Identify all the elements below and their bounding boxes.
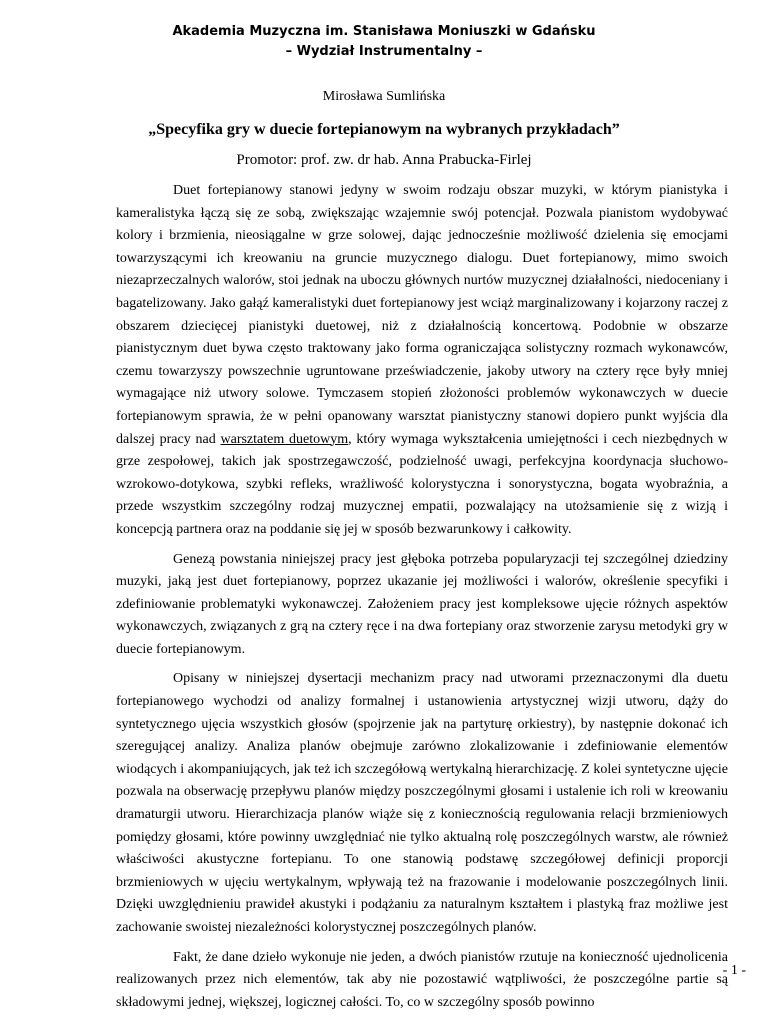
page-number: - 1 -: [722, 963, 746, 978]
institution-name: Akademia Muzyczna im. Stanisława Moniuszki w Gdańsku: [172, 24, 596, 39]
paragraph-1: [116, 180, 728, 542]
paragraph-3: Opisany w niniejszej dysertacji mechanizm pracy nad utworami przeznaczonymi dla duetu fortepianowego wychodzi od analizy formalnej i ustanowienia artystycznej wizji utworu, dąży do syntetycznego ujęcia wszystkich głosów (spojrzenie jak na partyturę orkiestry), by następnie dokonać ich szeregującej analizy. Analiza planów obejmuje zarówno zlokalizowanie i zdefiniowanie elementów wiodących i akompaniujących, jak też ich szczegółową wertykalną hierarchizację. Z kolei syntetyczne ujęcie pozwala na obserwację przepływu planów między poszczególnymi głosami i ustalenie ich roli w kreowaniu dramaturgii utworu. Hierarchizacja planów wiąże się z koniecznością regulowania relacji brzmieniowych pomiędzy głosami, które powinny uwzględniać nie tylko aktualną rolę poszczególnych warstw, ale również właściwości akustyczne fortepianu. To one stanowią podstawę szczegółowej definicji proporcji brzmieniowych w ujęciu wertykalnym, wpływają też na frazowanie i modelowanie poszczególnych linii. Dzięki uwzględnieniu prawideł akustyki i podążaniu za naturalnym kształtem i plastyką fraz możliwe jest zachowanie swoistej niezależności kolorystycznej poszczególnych planów.: [116, 671, 728, 935]
paragraph-2: Genezą powstania niniejszej pracy jest głęboka potrzeba popularyzacji tej szczególnej dziedziny muzyki, jaką jest duet fortepianowy, poprzez ukazanie jej możliwości i walorów, określenie specyfiki i zdefiniowanie problematyki wykonawczej. Założeniem pracy jest kompleksowe ujęcie różnych aspektów wykonawczych, związanych z grą na cztery ręce i na dwa fortepiany oraz stworzenie zarysu metodyki gry w duecie fortepianowym.: [116, 551, 728, 657]
body-text: [116, 180, 728, 1021]
paragraph-1-part-a: Duet fortepianowy stanowi jedyny w swoim rodzaju obszar muzyki, w którym pianistyka i kameralistyka łączą się ze sobą, zwiększając wzajemnie swój potencjał. Pozwala pianistom wydobywać kolory i brzmienia, nieosiągalne w grze solowej, dając jednocześnie możliwość dzielenia się emocjami towarzyszącymi ich kreowaniu na gruncie muzycznego dialogu. Duet fortepianowy, mimo swoich niezaprzeczalnych walorów, stoi jednak na uboczu głównych nurtów muzycznej działalności, niedoceniany i bagatelizowany. Jako gałąź kameralistyki duet fortepianowy jest wciąż marginalizowany i kojarzony raczej z obszarem dziecięcej pianistyki duetowej, niż z działalnością koncertową. Podobnie w obszarze pianistycznym duet bywa często traktowany jako forma ograniczająca solistyczny rozmach wykonawców, czemu towarzyszy powszechnie ugruntowane przeświadczenie, jakoby utwory na cztery ręce były mniej wymagające niż utwory solowe. Tymczasem stopień złożoności problemów wykonawczych w duecie fortepianowym sprawia, że w pełni opanowany warsztat pianistyczny stanowi dopiero punkt wyjścia dla dalszej pracy nad: [116, 183, 728, 447]
faculty-name: – Wydział Instrumentalny –: [285, 44, 483, 59]
underlined-term: warsztatem duetowym: [220, 431, 349, 447]
paragraph-1-part-b: , który wymaga wykształcenia umiejętności i cech niezbędnych w grze zespołowej, takich jak spostrzegawczość, podzielność uwagi, perfekcyjna koordynacja słuchowo- wzrokowo-dotykowa, szybki refleks, wrażliwość kolorystyczna i sonorystyczna, bogata wyobraźnia, a przede wszystkim szczególny rodzaj muzycznej empatii, pozwalający na utożsamienie się z wizją i koncepcją partnera oraz na poddanie się jej w sposób bezwarunkowy i całkowity.: [116, 431, 728, 537]
promotor-line: Promotor: prof. zw. dr hab. Anna Prabucka-Firlej: [236, 152, 532, 168]
thesis-title: „Specyfika gry w duecie fortepianowym na wybranych przykładach”: [148, 121, 620, 138]
paragraph-4: Fakt, że dane dzieło wykonuje nie jeden, a dwóch pianistów rzutuje na konieczność ujednolicenia realizowanych przez nich elementów, tak aby nie pozostawić wątpliwości, że poszczególne partie są składowymi jednej, większej, logicznej całości. To, co w szczególny sposób powinno: [116, 949, 728, 1010]
author-name: Mirosława Sumlińska: [322, 89, 446, 104]
